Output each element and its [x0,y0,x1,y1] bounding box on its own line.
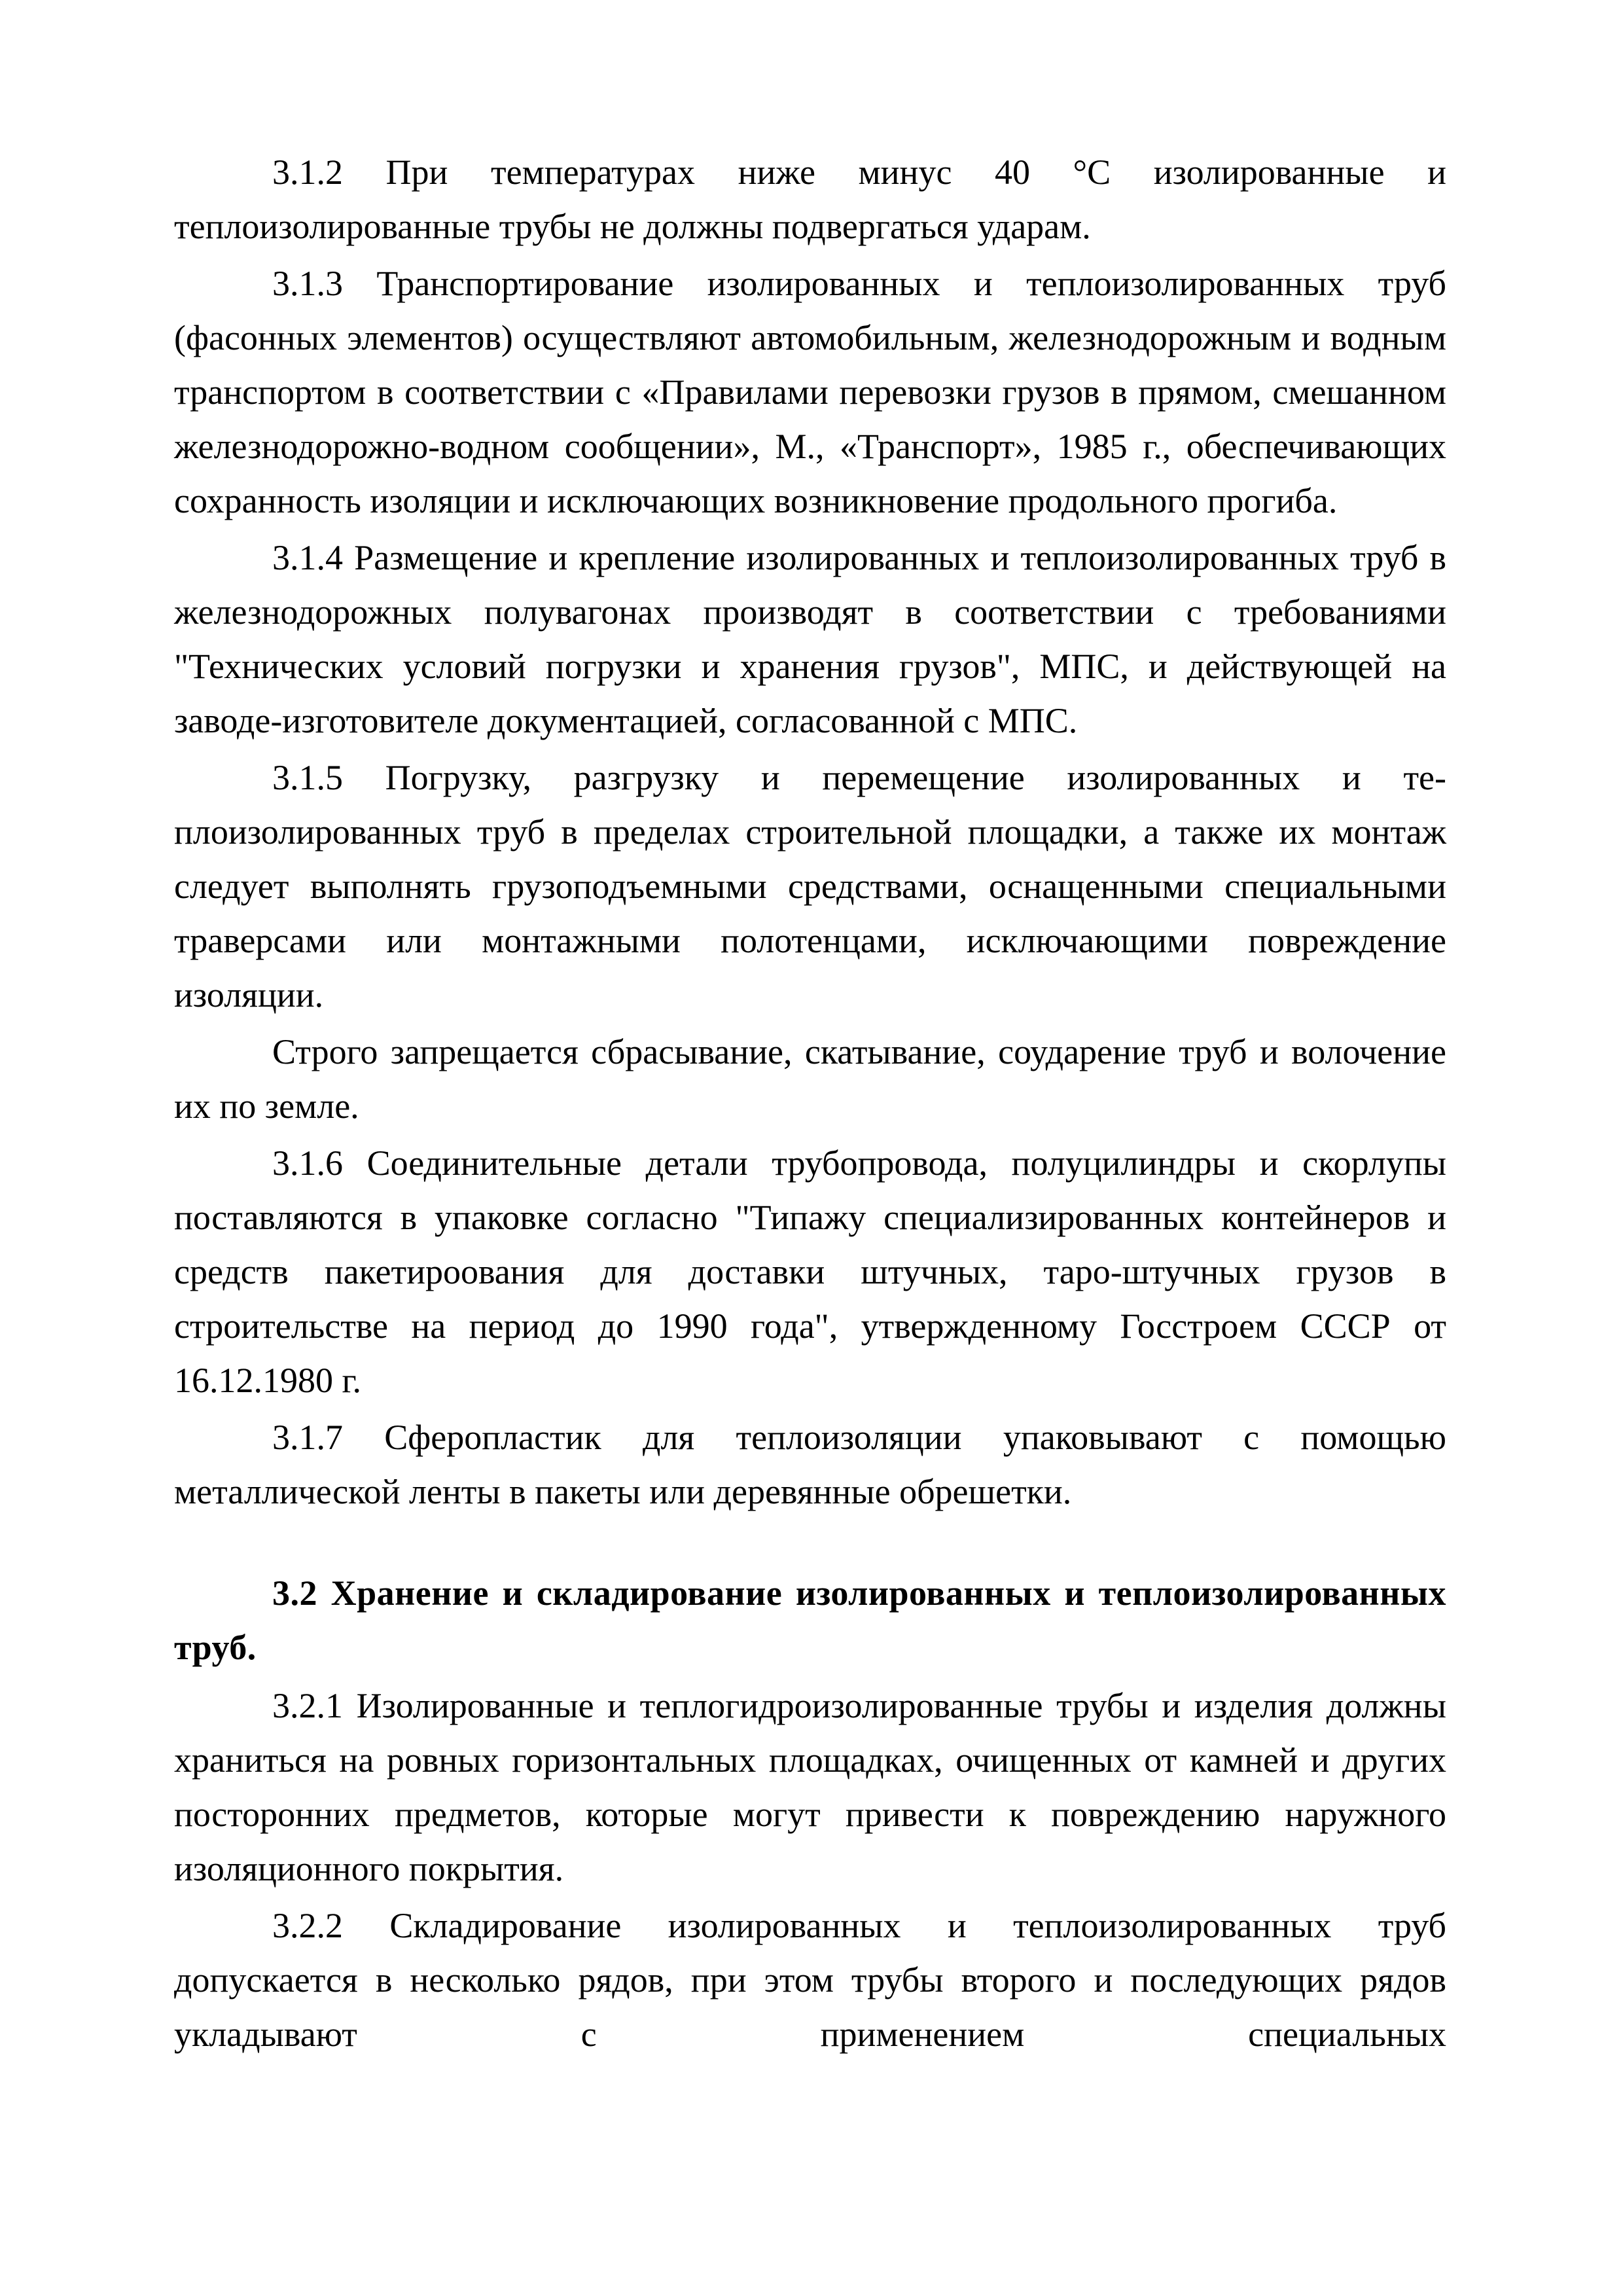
section-heading-3-2: 3.2 Хранение и складирование изолированных и теплоизолированных труб. [174,1573,1446,1667]
document-page [174,145,1446,2064]
paragraph-3-1-2: 3.1.2 При температурах ниже минус 40 °С изолированные и теплоизолированные трубы не должны подвергаться ударам. [174,152,1446,246]
paragraph-3-1-5: 3.1.5 Погрузку, разгрузку и перемещение изолированных и теплоизолированных труб в пределах строительной площадки, а также их монтаж следует выполнять грузоподъемными средствами, оснащенными специальными траверсами или монтажными полотенцами, исключающими повреждение изоляции. [174,758,1446,1014]
paragraph-3-2-2: 3.2.2 Складирование изолированных и теплоизолированных труб допускается в несколько рядов, при этом трубы второго и последующих рядов укладывают с применением специальных [174,1906,1446,2054]
paragraph-3-1-4: 3.1.4 Размещение и крепление изолированных и теплоизолированных труб в железнодорожных полувагонах производят в соответствии с требованиями "Технических условий погрузки и хранения грузов", МПС, и действующей на заводе-изготовителе документацией, согласованной с МПС. [174,538,1446,740]
paragraph-3-1-6: 3.1.6 Соединительные детали трубопровода, полуцилиндры и скорлупы поставляются в упаковке согласно "Типажу специализированных контейнеров и средств пакетироования для доставки штучных, таро-штучных грузов в строительстве на период до 1990 года", утвержденному Госстроем СССР от 16.12.1980 г. [174,1143,1446,1400]
paragraph-3-1-7: 3.1.7 Сферопластик для теплоизоляции упаковывают с помощью металлической ленты в пакеты или деревянные обрешетки. [174,1418,1446,1511]
paragraph-3-1-3: 3.1.3 Транспортирование изолированных и теплоизолированных труб (фасонных элементов) осуществляют автомобильным, железнодорожным и водным транспортом в соответствии с «Правилами перевозки грузов в прямом, смешанном железнодорожно-водном сообщении», М., «Транспорт», 1985 г., обеспечивающих сохранность изоляции и исключающих возникновение продольного прогиба. [174,264,1446,520]
paragraph-3-2-1: 3.2.1 Изолированные и теплогидроизолированные трубы и изделия должны храниться на ровных горизонтальных площадках, очищенных от камней и других посторонних предметов, которые могут привести к повреждению наружного изоляционного покрытия. [174,1686,1446,1888]
paragraph-prohibition: Строго запрещается сбрасывание, скатывание, соударение труб и волочение их по земле. [174,1032,1446,1126]
